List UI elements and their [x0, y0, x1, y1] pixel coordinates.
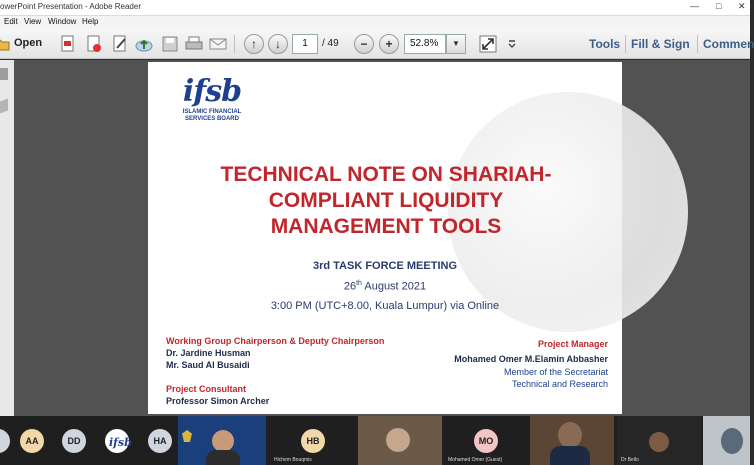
- meeting-date: [148, 280, 622, 293]
- ifsb-logo: [176, 74, 248, 123]
- slide-title-line3: MANAGEMENT TOOLS: [270, 215, 502, 238]
- participant-video-tile[interactable]: [530, 416, 614, 465]
- toolbar-divider: [234, 35, 235, 53]
- pdf-page-slide: [148, 62, 622, 414]
- svg-text:ifsb: ifsb: [109, 436, 132, 449]
- fill-sign-button[interactable]: Fill & Sign: [631, 37, 690, 51]
- export-pdf-icon[interactable]: [84, 34, 104, 54]
- participant-video-tile[interactable]: [358, 416, 442, 465]
- fit-page-icon[interactable]: [478, 34, 498, 54]
- ifsb-participant-logo[interactable]: [105, 429, 132, 453]
- participant-video-person: [212, 430, 234, 452]
- meeting-participants-strip: [0, 416, 750, 465]
- meeting-time: 3:00 PM (UTC+8.00, Kuala Lumpur) via Online: [270, 300, 500, 312]
- previous-page-button[interactable]: [244, 34, 264, 54]
- arrow-up-icon: ↑: [251, 37, 257, 51]
- project-manager-role1: Member of the Secretariat: [503, 367, 608, 377]
- wg-chairperson-name: Dr. Jardine Husman: [166, 348, 251, 358]
- participant-video-person: [649, 432, 669, 452]
- participant-name: Hichem Bouqmis: [274, 457, 312, 463]
- close-icon[interactable]: ✕: [738, 1, 746, 11]
- participant-initials: DD: [67, 436, 81, 446]
- date-month-year: August 2021: [361, 280, 427, 293]
- participant-name: Mohamed Omer (Guest): [448, 457, 503, 463]
- participant-video-tile[interactable]: [617, 416, 701, 465]
- email-icon[interactable]: [208, 34, 228, 54]
- navigation-pane: [0, 60, 14, 416]
- participant-video-person: [386, 428, 410, 452]
- participant-avatar: [301, 429, 325, 453]
- create-pdf-icon[interactable]: [58, 34, 78, 54]
- participant-name: Dr Bello: [621, 457, 639, 463]
- menu-bar: [0, 16, 750, 29]
- open-folder-icon[interactable]: [0, 34, 12, 54]
- attachment-icon[interactable]: [0, 99, 8, 114]
- maximize-icon[interactable]: □: [716, 1, 722, 11]
- menu-item-view[interactable]: View: [24, 17, 42, 26]
- participant-video-body: [206, 450, 240, 465]
- participant-avatar: [474, 429, 498, 453]
- participant-video-person: [558, 422, 582, 448]
- tools-button[interactable]: Tools: [589, 37, 621, 51]
- zoom-out-button[interactable]: [354, 34, 374, 54]
- menu-item-help[interactable]: Help: [82, 17, 99, 26]
- zoom-dropdown-button[interactable]: [446, 34, 466, 54]
- toolbar-divider: [697, 35, 698, 53]
- menu-item-window[interactable]: Window: [48, 17, 77, 26]
- consultant-heading: Project Consultant: [166, 384, 247, 394]
- project-manager-role2: Technical and Research: [511, 379, 608, 389]
- slide-title: [188, 162, 584, 240]
- working-group-heading: Working Group Chairperson & Deputy Chairperson: [166, 336, 385, 346]
- participant-avatar[interactable]: [62, 429, 86, 453]
- arrow-down-icon: ↓: [275, 37, 281, 51]
- date-day: 26: [343, 280, 357, 293]
- upload-cloud-icon[interactable]: [134, 34, 154, 54]
- toolbar-overflow-icon[interactable]: [502, 34, 522, 54]
- logo-text-line2: SERVICES BOARD: [185, 116, 239, 122]
- page-thumbnails-icon[interactable]: [0, 68, 8, 80]
- window-titlebar: [0, 0, 750, 16]
- slide-title-line2: COMPLIANT LIQUIDITY: [268, 189, 504, 212]
- zoom-level-input[interactable]: 52.8%: [404, 34, 446, 54]
- participant-tile[interactable]: [444, 416, 528, 465]
- toolbar: [0, 29, 754, 59]
- window-title: owerPoint Presentation - Adobe Reader: [0, 2, 141, 11]
- participant-tile[interactable]: [270, 416, 356, 465]
- save-icon[interactable]: [160, 34, 180, 54]
- consultant-name: Professor Simon Archer: [166, 396, 270, 406]
- comment-button[interactable]: Commen: [703, 37, 754, 51]
- participant-avatar[interactable]: [20, 429, 44, 453]
- edit-pdf-icon[interactable]: [110, 34, 130, 54]
- page-number-input[interactable]: 1: [292, 34, 318, 54]
- date-suffix: th: [356, 280, 362, 287]
- zoom-in-button[interactable]: [379, 34, 399, 54]
- chevron-down-icon: ▼: [452, 39, 460, 48]
- project-manager-heading: Project Manager: [537, 339, 608, 349]
- logo-mark: ifsb: [182, 74, 242, 109]
- participant-initials: HB: [306, 436, 320, 446]
- project-manager-name: Mohamed Omer M.Elamin Abbasher: [454, 354, 608, 364]
- participant-initials: AA: [25, 436, 39, 446]
- participant-video-person: [721, 428, 743, 454]
- open-button[interactable]: Open: [14, 37, 43, 49]
- wg-deputy-name: Mr. Saud Al Busaidi: [166, 360, 250, 370]
- participant-initials: MO: [478, 436, 494, 446]
- emblem-icon: [182, 430, 192, 442]
- participant-video-tile[interactable]: [178, 416, 266, 465]
- ifsb-logo-icon: [108, 433, 132, 449]
- logo-text-line1: ISLAMIC FINANCIAL: [182, 109, 242, 115]
- page-total: / 49: [322, 38, 339, 49]
- participant-initials: HA: [153, 436, 167, 446]
- slide-title-line1: TECHNICAL NOTE ON SHARIAH-: [220, 163, 552, 186]
- menu-item-edit[interactable]: Edit: [4, 17, 18, 26]
- minus-icon: −: [360, 37, 368, 51]
- next-page-button[interactable]: [268, 34, 288, 54]
- meeting-name: 3rd TASK FORCE MEETING: [312, 260, 458, 272]
- participant-video-tile[interactable]: [703, 416, 750, 465]
- participant-avatar[interactable]: [0, 429, 10, 453]
- participant-avatar[interactable]: [148, 429, 172, 453]
- plus-icon: +: [385, 37, 393, 51]
- toolbar-divider: [625, 35, 626, 53]
- print-icon[interactable]: [184, 34, 204, 54]
- participant-video-body: [550, 446, 590, 465]
- minimize-icon[interactable]: —: [690, 1, 699, 11]
